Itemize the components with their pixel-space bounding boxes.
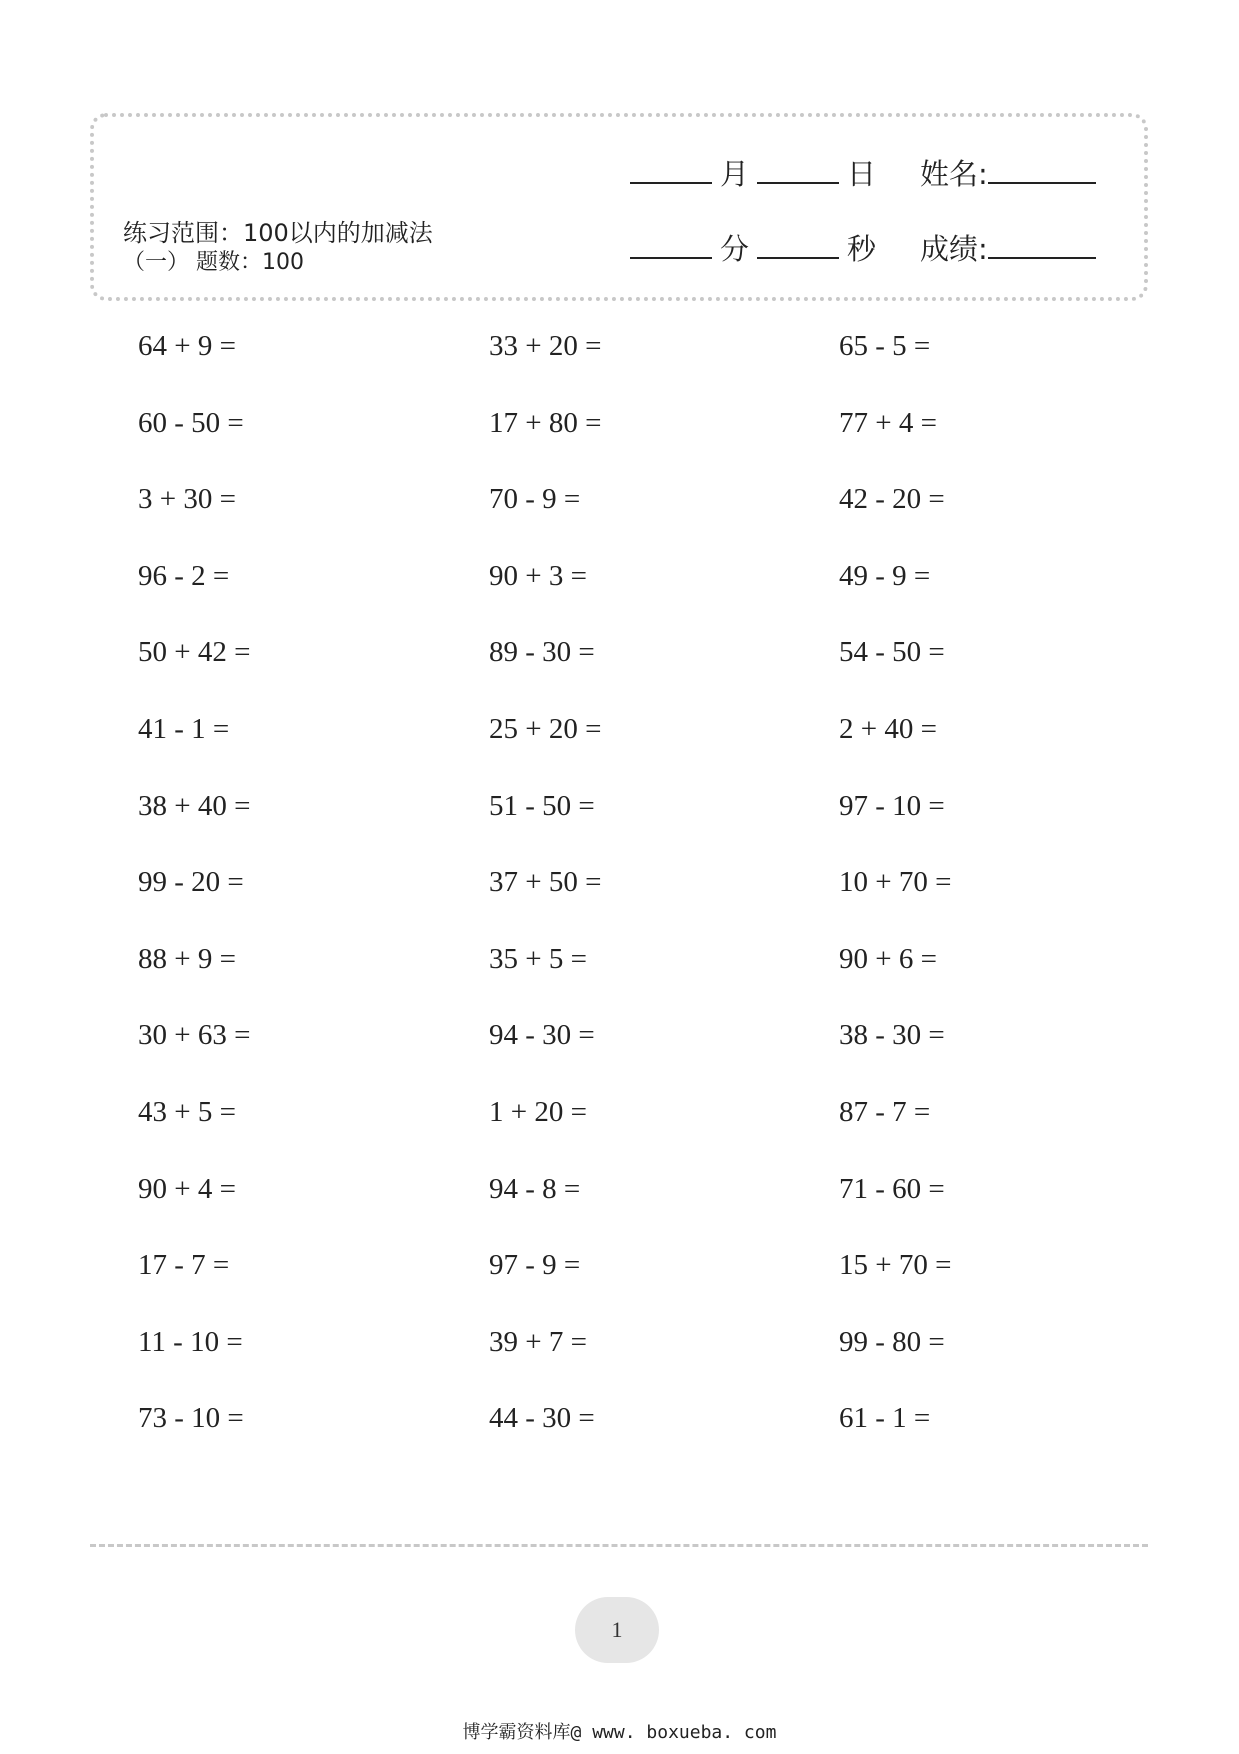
month-label: 月 bbox=[720, 157, 750, 191]
problem-item: 94 - 8 = bbox=[489, 1172, 581, 1205]
problem-item: 30 + 63 = bbox=[138, 1019, 251, 1052]
problem-item: 54 - 50 = bbox=[839, 636, 945, 669]
problem-item: 43 + 5 = bbox=[138, 1095, 236, 1128]
problem-item: 25 + 20 = bbox=[489, 712, 602, 745]
score-label: 成绩: bbox=[920, 232, 988, 266]
problem-row bbox=[138, 1322, 1138, 1399]
footer-watermark: 博学霸资料库@ www. boxueba. com bbox=[462, 1722, 777, 1743]
problem-row bbox=[138, 1169, 1138, 1246]
problem-item: 89 - 30 = bbox=[489, 636, 595, 669]
problem-row bbox=[138, 1015, 1138, 1092]
problem-item: 38 - 30 = bbox=[839, 1019, 945, 1052]
problem-item: 49 - 9 = bbox=[839, 559, 931, 592]
problem-item: 77 + 4 = bbox=[839, 406, 937, 439]
problem-item: 37 + 50 = bbox=[489, 866, 602, 899]
problem-item: 73 - 10 = bbox=[138, 1402, 244, 1435]
problem-item: 64 + 9 = bbox=[138, 330, 236, 362]
problem-row bbox=[138, 1398, 1138, 1475]
problem-item: 88 + 9 = bbox=[138, 942, 236, 975]
score-blank[interactable] bbox=[988, 233, 1096, 259]
problem-row bbox=[138, 1245, 1138, 1322]
second-label: 秒 bbox=[847, 232, 877, 266]
problem-item: 42 - 20 = bbox=[839, 483, 945, 516]
bottom-divider bbox=[90, 1544, 1148, 1547]
problem-row bbox=[138, 556, 1138, 633]
practice-scope bbox=[123, 218, 433, 278]
day-blank[interactable] bbox=[757, 158, 839, 184]
problem-item: 65 - 5 = bbox=[839, 330, 931, 362]
problem-item: 1 + 20 = bbox=[489, 1095, 587, 1128]
problem-item: 94 - 30 = bbox=[489, 1019, 595, 1052]
problem-row bbox=[138, 479, 1138, 556]
problem-item: 90 + 3 = bbox=[489, 559, 587, 592]
minute-blank[interactable] bbox=[630, 233, 712, 259]
problem-row bbox=[138, 326, 1138, 403]
problem-item: 35 + 5 = bbox=[489, 942, 587, 975]
problem-item: 87 - 7 = bbox=[839, 1095, 931, 1128]
minute-label: 分 bbox=[720, 232, 750, 266]
problem-item: 38 + 40 = bbox=[138, 789, 251, 822]
problem-item: 90 + 4 = bbox=[138, 1172, 236, 1205]
problem-item: 11 - 10 = bbox=[138, 1325, 243, 1358]
problem-item: 99 - 80 = bbox=[839, 1325, 945, 1358]
problem-item: 10 + 70 = bbox=[839, 866, 952, 899]
problem-item: 51 - 50 = bbox=[489, 789, 595, 822]
problem-row bbox=[138, 862, 1138, 939]
month-blank[interactable] bbox=[630, 158, 712, 184]
problem-item: 44 - 30 = bbox=[489, 1402, 595, 1435]
problem-row bbox=[138, 403, 1138, 480]
problem-item: 90 + 6 = bbox=[839, 942, 937, 975]
problem-item: 99 - 20 = bbox=[138, 866, 244, 899]
day-label: 日 bbox=[847, 157, 877, 191]
problem-item: 97 - 10 = bbox=[839, 789, 945, 822]
problem-row bbox=[138, 939, 1138, 1016]
problem-item: 41 - 1 = bbox=[138, 712, 230, 745]
problem-item: 17 - 7 = bbox=[138, 1249, 230, 1282]
problem-row bbox=[138, 1092, 1138, 1169]
problem-item: 60 - 50 = bbox=[138, 406, 244, 439]
problem-row bbox=[138, 786, 1138, 863]
problem-item: 71 - 60 = bbox=[839, 1172, 945, 1205]
problem-item: 50 + 42 = bbox=[138, 636, 251, 669]
date-name-row bbox=[630, 152, 1096, 193]
problem-item: 3 + 30 = bbox=[138, 483, 236, 516]
problem-row bbox=[138, 632, 1138, 709]
problem-item: 15 + 70 = bbox=[839, 1249, 952, 1282]
name-label: 姓名: bbox=[920, 157, 988, 191]
page-number-badge: 1 bbox=[575, 1597, 659, 1663]
problem-grid bbox=[138, 326, 1138, 1475]
name-blank[interactable] bbox=[988, 158, 1096, 184]
scope-line-1: 练习范围：100以内的加减法 bbox=[123, 219, 433, 247]
scope-line-2: （一） 题数：100 bbox=[123, 250, 304, 275]
problem-item: 2 + 40 = bbox=[839, 712, 937, 745]
problem-item: 33 + 20 = bbox=[489, 330, 602, 362]
problem-item: 96 - 2 = bbox=[138, 559, 230, 592]
time-score-row bbox=[630, 227, 1096, 268]
problem-item: 97 - 9 = bbox=[489, 1249, 581, 1282]
problem-item: 39 + 7 = bbox=[489, 1325, 587, 1358]
problem-item: 61 - 1 = bbox=[839, 1402, 931, 1435]
problem-item: 70 - 9 = bbox=[489, 483, 581, 516]
problem-row bbox=[138, 709, 1138, 786]
problem-item: 17 + 80 = bbox=[489, 406, 602, 439]
second-blank[interactable] bbox=[757, 233, 839, 259]
